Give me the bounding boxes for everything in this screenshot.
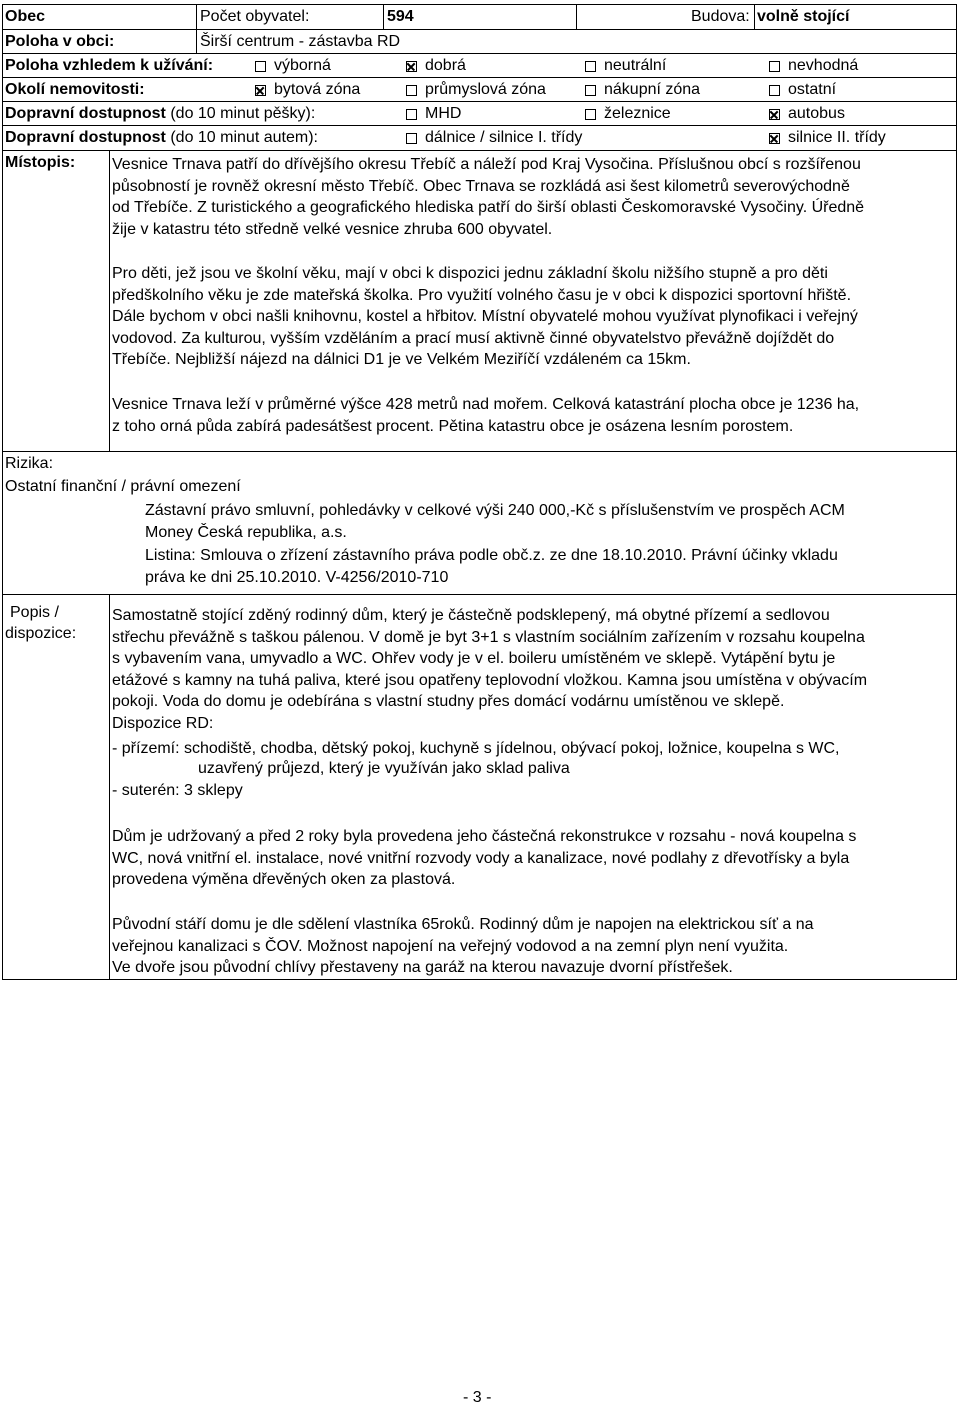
- poloha-v-obci-label: Poloha v obci:: [5, 33, 115, 50]
- text-line: WC, nová vnitřní el. instalace, nové vnitřní rozvody vody a kanalizace, nové podlahy z dřevotřísky a byla: [112, 849, 850, 867]
- col-line: [109, 594, 110, 980]
- text-line: Money Česká republika, a.s.: [145, 523, 347, 541]
- checkbox-nakupni-zona[interactable]: [585, 85, 596, 96]
- row-line: [2, 125, 957, 126]
- checkbox-dobra[interactable]: [406, 61, 417, 72]
- population-value: 594: [387, 8, 414, 25]
- row-line: [2, 29, 957, 30]
- okoli-label: Okolí nemovitosti:: [5, 81, 145, 98]
- row-line: [2, 53, 957, 54]
- option-neutralni: neutrální: [604, 57, 667, 74]
- col-line: [383, 4, 384, 30]
- text-line: od Třebíče. Z turistického a geografického hlediska patří do širší oblasti Českomoravské Vysočiny. Úředně: [112, 199, 865, 216]
- row-line: [2, 594, 957, 595]
- poloha-uzivani-label: Poloha vzhledem k užívání:: [5, 57, 214, 74]
- table-border-right: [956, 4, 957, 980]
- checkbox-silnice-ii[interactable]: [769, 133, 780, 144]
- option-autobus: autobus: [788, 105, 845, 122]
- text-line: etážové s kamny na tuhá paliva, které jsou opatřeny teplovodní vložkou. Kamna jsou umístěna v obývacím: [112, 671, 868, 689]
- text-line: Zástavní právo smluvní, pohledávky v celkové výši 240 000,-Kč s příslušenstvím ve prospěch ACM: [145, 502, 845, 519]
- text-line: Vesnice Trnava patří do dřívějšího okresu Třebíč a náleží pod Kraj Vysočina. Příslušnou obcí s rozšířenou: [112, 156, 861, 173]
- row-line: [2, 150, 957, 151]
- checkbox-prumyslova-zona[interactable]: [406, 85, 417, 96]
- popis-label-1: Popis /: [10, 604, 59, 621]
- checkbox-ostatni[interactable]: [769, 85, 780, 96]
- rizika-paragraph-1: [145, 500, 845, 543]
- text-line: vodovod. Za kulturou, vyšším vzděláním a prací musí aktivně činné obyvatelstvo převážně dojíždět do: [112, 329, 835, 347]
- option-dobra: dobrá: [425, 57, 466, 74]
- option-bytova-zona: bytová zóna: [274, 81, 361, 98]
- checkbox-mhd[interactable]: [406, 109, 417, 120]
- checkbox-bytova-zona[interactable]: [255, 85, 266, 96]
- checkbox-neutralni[interactable]: [585, 61, 596, 72]
- rizika-paragraph-2: [145, 545, 838, 588]
- row-line: [2, 451, 957, 452]
- option-nakupni-zona: nákupní zóna: [604, 81, 701, 98]
- mistopis-paragraph-1: [112, 154, 864, 240]
- budova-value: volně stojící: [757, 8, 850, 25]
- budova-label: Budova:: [691, 8, 750, 25]
- dostupnost-autem-label: Dopravní dostupnost (do 10 minut autem):: [5, 129, 318, 146]
- suteren-line: - suterén: 3 sklepy: [112, 782, 243, 799]
- checkbox-dalnice[interactable]: [406, 133, 417, 144]
- text-line: žije v katastru této středně velké vesnice zhruba 600 obyvatel.: [112, 220, 553, 238]
- text-line: Listina: Smlouva o zřízení zástavního práva podle obč.z. ze dne 18.10.2010. Právní účinky vkladu: [145, 547, 838, 564]
- text-line: působností je rovněž okresní město Třebíč. Obec Trnava se rozkládá asi šest kilometrů severovýchodně: [112, 177, 850, 195]
- popis-paragraph-1: [112, 605, 867, 760]
- col-line: [196, 4, 197, 54]
- table-border-top: [2, 4, 957, 5]
- mistopis-label: Místopis:: [5, 154, 76, 171]
- text-line: z toho orná půda zabírá padesátšest procent. Pětina katastru obce je osázena lesním porostem.: [112, 417, 794, 435]
- ostatni-omezeni-heading: Ostatní finanční / právní omezení: [5, 478, 241, 495]
- table-border-bottom: [2, 979, 957, 980]
- text-line: střechu převážně s taškou pálenou. V domě je byt 3+1 s vlastním sociálním zařízením v rozsahu koupelna: [112, 628, 865, 646]
- text-line: Třebíče. Nejbližší nájezd na dálnici D1 je ve Velkém Meziříčí vzdáleném ca 15km.: [112, 351, 691, 368]
- row-line: [2, 77, 957, 78]
- mistopis-paragraph-3: [112, 394, 859, 437]
- text-line: Dispozice RD:: [112, 714, 214, 732]
- poloha-v-obci-value: Širší centrum - zástavba RD: [200, 33, 401, 50]
- dostupnost-pesky-label: Dopravní dostupnost (do 10 minut pěšky):: [5, 105, 316, 122]
- indent-line: uzavřený průjezd, který je využíván jako sklad paliva: [198, 760, 570, 777]
- option-prumyslova-zona: průmyslová zóna: [425, 81, 546, 98]
- option-ostatni: ostatní: [788, 81, 837, 98]
- option-mhd: MHD: [425, 105, 462, 122]
- popis-paragraph-3: [112, 914, 814, 979]
- option-nevhodna: nevhodná: [788, 57, 859, 74]
- text-line: Ve dvoře jsou původní chlívy přestaveny na garáž na kterou navazuje dvorní přístřešek.: [112, 959, 733, 976]
- population-label: Počet obyvatel:: [200, 8, 310, 25]
- col-line: [109, 150, 110, 452]
- checkbox-nevhodna[interactable]: [769, 61, 780, 72]
- text-line: práva ke dni 25.10.2010. V-4256/2010-710: [145, 568, 449, 586]
- text-line: veřejnou kanalizaci s ČOV. Možnost napojení na veřejný vodovod a na zemní plyn není využita.: [112, 937, 789, 955]
- popis-label-2: dispozice:: [5, 625, 77, 642]
- text-line: provedena výměna dřevěných oken za plastová.: [112, 871, 456, 888]
- option-silnice-ii: silnice II. třídy: [788, 129, 886, 146]
- text-line: s vybavením vana, umyvadlo a WC. Ohřev vody je v el. boileru umístěném ve sklepě. Vytápění bytu je: [112, 650, 836, 667]
- col-line: [576, 4, 577, 30]
- text-line: Původní stáří domu je dle sdělení vlastníka 65roků. Rodinný dům je napojen na elektrickou síť a na: [112, 916, 814, 933]
- page-number: - 3 -: [463, 1389, 492, 1406]
- rizika-label: Rizika:: [5, 455, 54, 472]
- option-vyborna: výborná: [274, 57, 331, 74]
- text-line: pokoji. Voda do domu je odebírána s vlastní studny přes domácí vodárnu umístěnou ve sklepě.: [112, 693, 785, 710]
- checkbox-autobus[interactable]: [769, 109, 780, 120]
- option-dalnice: dálnice / silnice I. třídy: [425, 129, 583, 146]
- row-line: [2, 101, 957, 102]
- checkbox-vyborna[interactable]: [255, 61, 266, 72]
- checkbox-zeleznice[interactable]: [585, 109, 596, 120]
- table-border-left: [2, 4, 3, 980]
- text-line: - přízemí: schodiště, chodba, dětský pokoj, kuchyně s jídelnou, obývací pokoj, ložnice, koupelna s WC,: [112, 740, 840, 757]
- col-line: [754, 4, 755, 30]
- text-line: Dále bychom v obci našli knihovnu, kostel a hřbitov. Místní obyvatelé mohou využívat plynofikaci i veřejný: [112, 308, 858, 325]
- obec-label: Obec: [5, 8, 46, 25]
- text-line: Vesnice Trnava leží v průměrné výšce 428 metrů nad mořem. Celková katastrání plocha obce je 1236 ha,: [112, 396, 860, 413]
- option-zeleznice: železnice: [604, 105, 671, 122]
- text-line: předškolního věku je zde mateřská školka. Pro využití volného času je v obci k dispozici sportovní hřiště.: [112, 286, 852, 304]
- text-line: Samostatně stojící zděný rodinný dům, který je částečně podsklepený, má obytné přízemí a sedlovou: [112, 607, 830, 624]
- popis-paragraph-2: [112, 826, 856, 891]
- text-line: Dům je udržovaný a před 2 roky byla provedena jeho částečná rekonstrukce v rozsahu - nová koupelna s: [112, 828, 857, 845]
- text-line: Pro děti, jež jsou ve školní věku, mají v obci k dispozici jednu základní školu nižšího stupně a pro děti: [112, 265, 828, 282]
- mistopis-paragraph-2: [112, 263, 858, 371]
